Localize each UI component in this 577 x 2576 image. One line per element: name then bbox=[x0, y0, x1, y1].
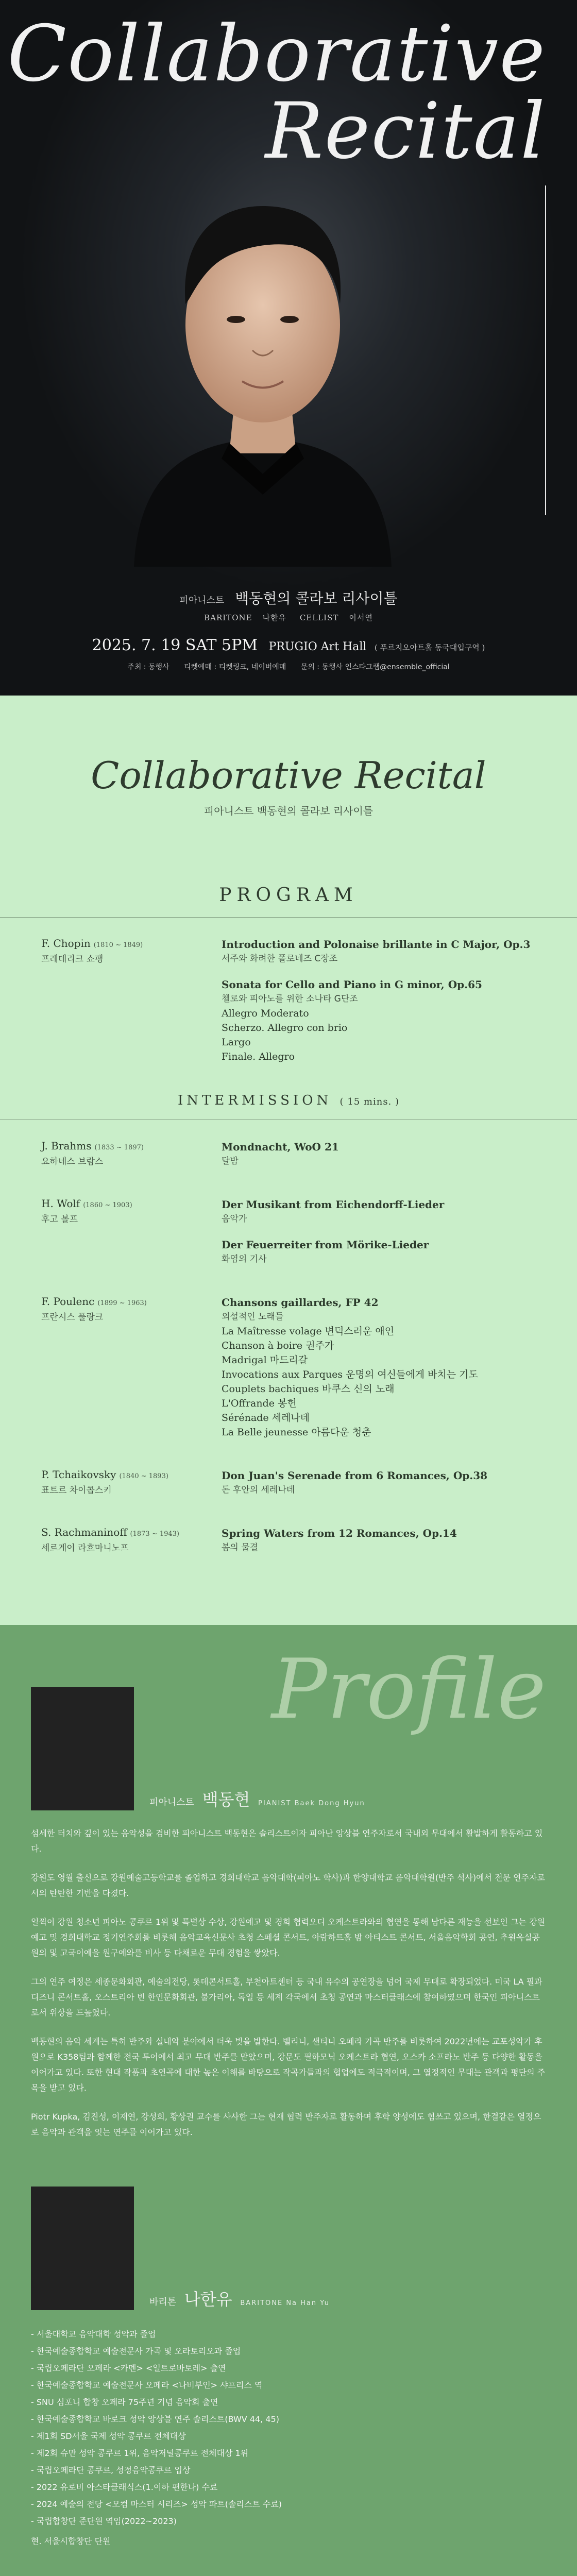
work-title: Chansons gaillardes, FP 42 bbox=[222, 1296, 379, 1309]
pianist-header bbox=[31, 1687, 546, 1810]
movement: Madrigal 마드리갈 bbox=[222, 1354, 308, 1366]
hero-title-line1: Collaborative bbox=[7, 9, 546, 99]
bio-paragraph: 그의 연주 여정은 세종문화회관, 예술의전당, 롯데콘서트홀, 부천아트센터 등 국내 유수의 공연장을 넘어 국제 무대로 확장되었다. 미국 LA 필과 디즈니 콘서트홀, 오스트리아 빈 한인문화회관, 불가리아, 독일 등 세계 각국에서 초청 공연과 마스터클래스에 참여하였으며 한국인 피아니스트로서 위상을 드높였다. bbox=[31, 1977, 542, 2018]
movement: L'Offrande 봉헌 bbox=[222, 1398, 297, 1409]
composer-name: S. Rachmaninoff bbox=[41, 1526, 127, 1538]
composer-name-ko: 프레데리크 쇼팽 bbox=[41, 954, 104, 964]
program-subtitle: 피아니스트 백동현의 콜라보 리사이틀 bbox=[203, 805, 374, 817]
event-date: 2025. 7. 19 SAT 5PM bbox=[92, 636, 258, 654]
ticketing: 티켓예매 : 티켓링크, 네이버예매 bbox=[184, 663, 286, 671]
hero-title bbox=[7, 9, 546, 176]
composer bbox=[41, 1197, 222, 1278]
work bbox=[222, 1238, 536, 1266]
cast2-role: CELLIST bbox=[299, 613, 339, 622]
composer-name: F. Poulenc bbox=[41, 1295, 95, 1308]
hero-cast bbox=[0, 612, 577, 623]
intermission-label: INTERMISSION bbox=[177, 1093, 332, 1108]
career-item: - 한국예술종합학교 바로크 성악 앙상블 연주 솔리스트(BWV 44, 45) bbox=[31, 2411, 546, 2428]
cast2-name: 이서연 bbox=[349, 613, 373, 622]
composer bbox=[41, 1526, 222, 1566]
work-title: Sonata for Cello and Piano in G minor, Op.65 bbox=[222, 978, 482, 991]
composer-years: (1810 ~ 1849) bbox=[93, 941, 143, 949]
composer bbox=[41, 1468, 222, 1509]
career-item: - 국립오페라단 오페라 <카멘> <일트로바토레> 출연 bbox=[31, 2360, 546, 2377]
cast1-name: 나한유 bbox=[262, 613, 287, 622]
work-title: Don Juan's Serenade from 6 Romances, Op.38 bbox=[222, 1469, 488, 1482]
work bbox=[222, 1140, 536, 1168]
movement: Chanson à boire 권주가 bbox=[222, 1340, 334, 1351]
event-venue: PRUGIO Art Hall bbox=[268, 640, 367, 653]
work-title-ko: 외설적인 노래들 bbox=[222, 1312, 284, 1322]
composer-years: (1860 ~ 1903) bbox=[83, 1201, 132, 1209]
intermission-time: ( 15 mins. ) bbox=[340, 1096, 400, 1107]
program-row bbox=[41, 1197, 536, 1278]
baritone-role: 바리톤 bbox=[149, 2297, 177, 2308]
work-title: Introduction and Polonaise brillante in C Major, Op.3 bbox=[222, 938, 531, 951]
composer-years: (1899 ~ 1963) bbox=[97, 1299, 147, 1307]
hero-section bbox=[0, 0, 577, 696]
baritone-photo bbox=[31, 2187, 134, 2310]
hero-date bbox=[0, 636, 577, 654]
hero-credits bbox=[0, 662, 577, 672]
bio-paragraph: 백동현의 음악 세계는 특히 반주와 실내악 분야에서 더욱 빛을 발한다. 벨리니, 샌티니 오페라 가곡 반주를 비롯하여 2022년에는 교포성악가 후원으로 K358팀과 함께한 전국 투어에서 최고 무대 반주를 맡았으며, 강문도 필하모닉 오케스트라 협연, 오스카 소프라노 반주 등 다양한 활동을 이어가고 있다. 또한 현대 작품과 초연곡에 대한 높은 이해를 바탕으로 작곡가들과의 협업에도 적극적이며, 그 열정적인 무대는 관객과 평단의 주목을 받고 있다. bbox=[31, 2037, 546, 2093]
event-venue-sub: ( 푸르지오아트홀 동국대입구역 ) bbox=[374, 643, 485, 652]
composer-name: F. Chopin bbox=[41, 937, 91, 950]
work-title: Der Musikant from Eichendorff-Lieder bbox=[222, 1198, 445, 1211]
pianist-name-block bbox=[149, 1787, 365, 1810]
baritone-profile bbox=[31, 2187, 546, 2549]
bio-paragraph: 강원도 영월 출신으로 강원예술고등학교를 졸업하고 경희대학교 음악대학(피아노 학사)과 한양대학교 음악대학원(반주 석사)에서 전문 연주자로서의 탄탄한 기반을 다졌다. bbox=[31, 1873, 545, 1898]
work bbox=[222, 977, 536, 1064]
baritone-name: 나한유 bbox=[184, 2290, 232, 2309]
program-list-part2 bbox=[41, 1140, 536, 1566]
movement: Largo bbox=[222, 1037, 251, 1048]
composer-years: (1833 ~ 1897) bbox=[94, 1144, 144, 1151]
pianist-role: 피아니스트 bbox=[149, 1797, 194, 1808]
career-item: - 2024 예술의 전당 <모컴 마스터 시리즈> 성악 파트(솔리스트 수료) bbox=[31, 2496, 546, 2513]
career-item: - 서울대학교 음악대학 성악과 졸업 bbox=[31, 2326, 546, 2343]
career-item: - 국립합창단 준단원 역임(2022~2023) bbox=[31, 2513, 546, 2530]
work-title-ko: 첼로와 피아노를 위한 소나타 G단조 bbox=[222, 994, 358, 1004]
movement: Sérénade 세레나데 bbox=[222, 1412, 310, 1423]
program-row bbox=[41, 1526, 536, 1566]
bio-paragraph: Piotr Kupka, 김진성, 이재연, 강성희, 황상권 교수를 사사한 그는 현재 협력 반주자로 활동하며 후학 양성에도 힘쓰고 있으며, 한결같은 열정으로 음악과 관객을 잇는 연주를 이어가고 있다. bbox=[31, 2112, 541, 2137]
work-title-ko: 서주와 화려한 폴로네즈 C장조 bbox=[222, 954, 338, 964]
career-item: - SNU 심포니 합창 오페라 75주년 기념 음악회 출연 bbox=[31, 2394, 546, 2411]
hero-main-title-text: 백동현의 콜라보 리사이틀 bbox=[235, 590, 398, 607]
composer bbox=[41, 937, 222, 1075]
pianist-name: 백동현 bbox=[202, 1790, 250, 1809]
composer-years: (1840 ~ 1893) bbox=[119, 1472, 168, 1480]
works bbox=[222, 1295, 536, 1451]
works bbox=[222, 1140, 536, 1180]
work-title-ko: 달밤 bbox=[222, 1156, 239, 1166]
composer-name-ko: 세르게이 라흐마니노프 bbox=[41, 1543, 129, 1553]
program-section bbox=[0, 696, 577, 1625]
career-item: - 한국예술종합학교 예술전문사 가곡 및 오라토리오과 졸업 bbox=[31, 2343, 546, 2360]
profile-heading: Profile bbox=[271, 1641, 546, 1737]
composer-name-ko: 프란시스 풀랑크 bbox=[41, 1312, 104, 1323]
work-title: Der Feuerreiter from Mörike-Lieder bbox=[222, 1239, 429, 1251]
baritone-name-block bbox=[149, 2286, 330, 2310]
work-title: Mondnacht, WoO 21 bbox=[222, 1141, 339, 1153]
works bbox=[222, 937, 536, 1075]
composer-name-ko: 표트르 차이콥스키 bbox=[41, 1485, 112, 1496]
movement: Scherzo. Allegro con brio bbox=[222, 1022, 348, 1033]
composer-name-ko: 요하네스 브람스 bbox=[41, 1157, 104, 1167]
cast1-role: BARITONE bbox=[204, 613, 252, 622]
work bbox=[222, 937, 536, 966]
baritone-career-list bbox=[31, 2326, 546, 2530]
career-item: - 제1회 SD서울 국제 성악 콩쿠르 전체대상 bbox=[31, 2428, 546, 2445]
program-list-part1 bbox=[41, 937, 536, 1075]
pianist-bio bbox=[31, 1826, 546, 2140]
inquiry: 문의 : 동행사 인스타그램@ensemble_official bbox=[300, 663, 450, 671]
work-title-ko: 돈 후안의 세레나데 bbox=[222, 1485, 295, 1495]
career-item: - 제2회 슈만 성악 콩쿠르 1위, 음악저널콩쿠르 전체대상 1위 bbox=[31, 2445, 546, 2462]
composer-name-ko: 후고 볼프 bbox=[41, 1214, 78, 1225]
divider bbox=[0, 917, 577, 918]
career-item: - 국립오페라단 콩쿠르, 성정음악콩쿠르 입상 bbox=[31, 2462, 546, 2479]
work-title-ko: 음악가 bbox=[222, 1214, 247, 1224]
work-title-ko: 화염의 기사 bbox=[222, 1254, 267, 1264]
composer bbox=[41, 1295, 222, 1451]
program-heading: PROGRAM bbox=[219, 885, 358, 906]
bio-paragraph: 섬세한 터치와 깊이 있는 음악성을 겸비한 피아니스트 백동현은 솔리스트이자 피아난 앙상블 연주자로서 국내외 무대에서 활발하게 활동하고 있다. bbox=[31, 1828, 543, 1854]
hero-info bbox=[0, 587, 577, 672]
bio-paragraph: 일찍이 강원 청소년 피아노 콩쿠르 1위 및 특별상 수상, 강원예고 및 경희 협력오디 오케스트라와의 협연을 통해 남다른 재능을 선보인 그는 강원예고 및 경희대학교 정기연주회를 비롯해 음악교육신문사 초청 스페셜 콘서트, 아람하트홀 밤 아티스트 콘서트, 서울음악학회 공연, 추원욱실공원의 및 고국이예을 원구예와를 비사 등 다채로운 무대 경험을 쌓았다. bbox=[31, 1917, 545, 1958]
work-title: Spring Waters from 12 Romances, Op.14 bbox=[222, 1527, 457, 1539]
work bbox=[222, 1468, 536, 1497]
hero-divider bbox=[545, 185, 546, 515]
works bbox=[222, 1468, 536, 1509]
movement: La Maîtresse volage 변덕스러운 애인 bbox=[222, 1326, 395, 1337]
hero-title-line2: Recital bbox=[265, 87, 546, 176]
movement: Allegro Moderato bbox=[222, 1008, 309, 1019]
hero-main-title bbox=[0, 587, 577, 608]
composer-name: J. Brahms bbox=[41, 1140, 92, 1152]
program-title: Collaborative Recital bbox=[91, 754, 486, 797]
works bbox=[222, 1526, 536, 1566]
pianist-profile bbox=[31, 1687, 546, 2140]
career-item: - 한국예술종합학교 예술전문사 오페라 <나비부인> 샤프리스 역 bbox=[31, 2377, 546, 2394]
program-row bbox=[41, 1468, 536, 1509]
baritone-name-en: BARITONE Na Han Yu bbox=[240, 2299, 330, 2307]
composer-name: P. Tchaikovsky bbox=[41, 1468, 116, 1481]
program-row bbox=[41, 1140, 536, 1180]
composer bbox=[41, 1140, 222, 1180]
work bbox=[222, 1526, 536, 1555]
composer-years: (1873 ~ 1943) bbox=[130, 1530, 179, 1538]
intermission-heading bbox=[41, 1093, 536, 1108]
pianist-name-en: PIANIST Baek Dong Hyun bbox=[258, 1800, 365, 1807]
profile-section bbox=[0, 1625, 577, 2576]
movement: Finale. Allegro bbox=[222, 1051, 295, 1062]
movement: Couplets bachiques 바쿠스 신의 노래 bbox=[222, 1383, 395, 1395]
baritone-current: 현. 서울시합창단 단원 bbox=[31, 2536, 111, 2546]
movement: Invocations aux Parques 운명의 여신들에게 바치는 기도 bbox=[222, 1369, 478, 1380]
program-row bbox=[41, 1295, 536, 1451]
baritone-header bbox=[31, 2187, 546, 2310]
work bbox=[222, 1197, 536, 1226]
work bbox=[222, 1295, 536, 1439]
organizer: 주최 : 동행사 bbox=[127, 663, 169, 671]
work-title-ko: 봄의 물결 bbox=[222, 1543, 259, 1553]
pianist-photo bbox=[31, 1687, 134, 1810]
composer-name: H. Wolf bbox=[41, 1197, 80, 1210]
works bbox=[222, 1197, 536, 1278]
hero-role: 피아니스트 bbox=[179, 595, 225, 606]
movement: La Belle jeunesse 아름다운 청춘 bbox=[222, 1427, 371, 1438]
career-item: - 2022 유로비 아스타클래식스(1.이하 편한나) 수료 bbox=[31, 2479, 546, 2496]
program-row bbox=[41, 937, 536, 1075]
